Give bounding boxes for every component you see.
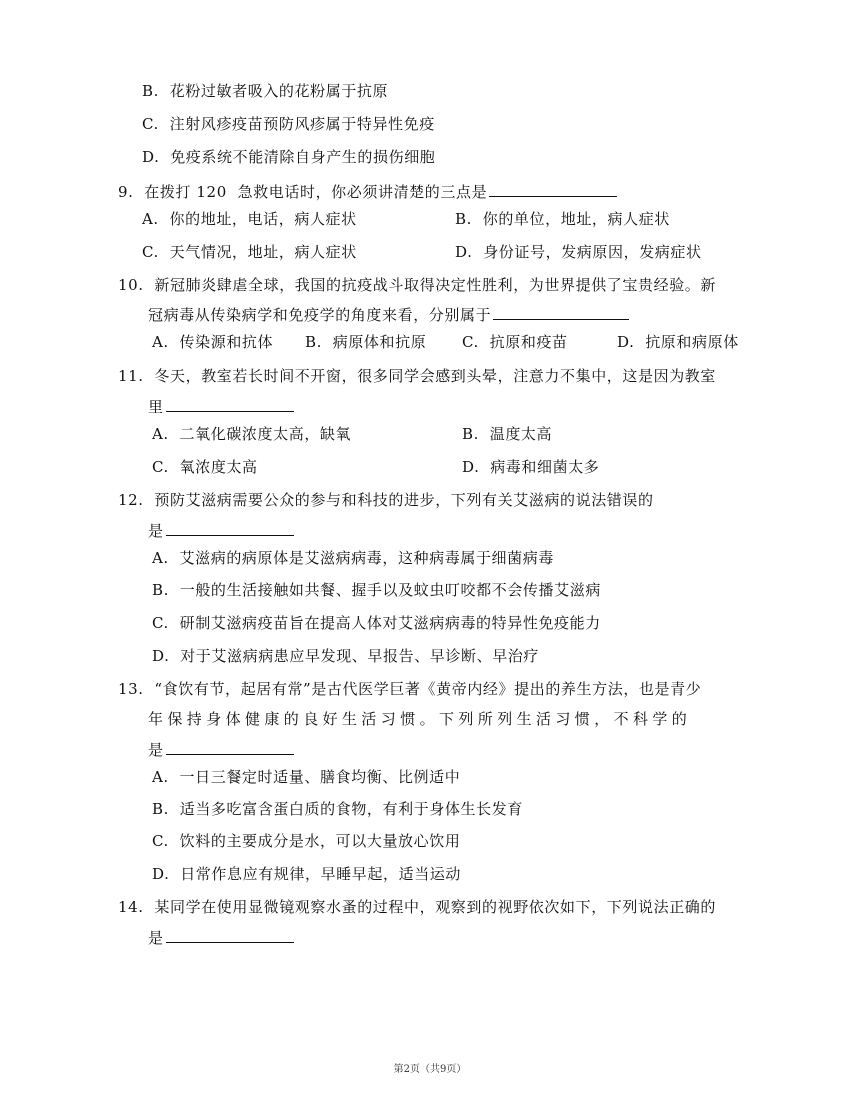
question-11-option-d: D. 病毒和细菌太多 bbox=[462, 458, 600, 476]
page-footer: 第2页（共9页） bbox=[393, 1064, 467, 1075]
prev-option-c: C. 注射风疹疫苗预防风疹属于特异性免疫 bbox=[142, 115, 435, 133]
question-13-stem-line2: 年保持身体健康的良好生活习惯。下列所列生活习惯，不科学的 bbox=[148, 710, 692, 728]
answer-blank bbox=[166, 519, 294, 536]
answer-blank bbox=[166, 926, 294, 943]
answer-blank bbox=[489, 180, 617, 197]
question-11-option-b: B. 温度太高 bbox=[462, 425, 553, 443]
question-12-option-b: B. 一般的生活接触如共餐、握手以及蚊虫叮咬都不会传播艾滋病 bbox=[152, 581, 601, 599]
question-10-option-a: A. 传染源和抗体 bbox=[152, 333, 274, 351]
question-10-text: 冠病毒从传染病学和免疫学的角度来看，分别属于 bbox=[148, 306, 492, 324]
question-11-option-a: A. 二氧化碳浓度太高，缺氧 bbox=[152, 425, 352, 443]
question-13-text: 是 bbox=[148, 741, 164, 759]
question-9-option-a: A. 你的地址，电话，病人症状 bbox=[142, 210, 357, 228]
question-11-text: 里 bbox=[148, 398, 164, 416]
question-13-option-c: C. 饮料的主要成分是水，可以大量放心饮用 bbox=[152, 832, 461, 850]
question-12-stem-line1: 12. 预防艾滋病需要公众的参与和科技的进步，下列有关艾滋病的说法错误的 bbox=[118, 491, 654, 509]
question-14-stem-line1: 14. 某同学在使用显微镜观察水蚤的过程中，观察到的视野依次如下，下列说法正确的 bbox=[118, 898, 716, 916]
prev-option-d: D. 免疫系统不能清除自身产生的损伤细胞 bbox=[142, 148, 436, 166]
question-12-text: 是 bbox=[148, 522, 164, 540]
question-11-stem-line1: 11. 冬天，教室若长时间不开窗，很多同学会感到头晕，注意力不集中，这是因为教室 bbox=[118, 367, 716, 385]
question-10-stem-line2 bbox=[148, 303, 629, 325]
prev-option-b: B. 花粉过敏者吸入的花粉属于抗原 bbox=[142, 82, 389, 100]
question-9-option-d: D. 身份证号，发病原因，发病症状 bbox=[455, 243, 702, 261]
question-9-text: 9. 在拨打 120 急救电话时，你必须讲清楚的三点是 bbox=[118, 183, 488, 201]
question-12-option-a: A. 艾滋病的病原体是艾滋病病毒，这种病毒属于细菌病毒 bbox=[152, 549, 554, 567]
question-9-option-b: B. 你的单位，地址，病人症状 bbox=[455, 210, 670, 228]
question-12-option-d: D. 对于艾滋病病患应早发现、早报告、早诊断、早治疗 bbox=[152, 647, 539, 665]
question-13-option-b: B. 适当多吃富含蛋白质的食物，有利于身体生长发育 bbox=[152, 800, 523, 818]
question-11-stem-line2 bbox=[148, 395, 294, 417]
question-12-option-c: C. 研制艾滋病疫苗旨在提高人体对艾滋病病毒的特异性免疫能力 bbox=[152, 614, 601, 632]
question-9-option-c: C. 天气情况，地址，病人症状 bbox=[142, 243, 357, 261]
answer-blank bbox=[493, 303, 629, 320]
question-13-option-a: A. 一日三餐定时适量、膳食均衡、比例适中 bbox=[152, 768, 461, 786]
question-14-text: 是 bbox=[148, 929, 164, 947]
answer-blank bbox=[166, 395, 294, 412]
question-10-option-c: C. 抗原和疫苗 bbox=[462, 333, 568, 351]
question-10-stem-line1: 10. 新冠肺炎肆虐全球，我国的抗疫战斗取得决定性胜利，为世界提供了宝贵经验。新 bbox=[118, 276, 716, 294]
question-11-option-c: C. 氧浓度太高 bbox=[152, 458, 258, 476]
question-12-stem-line2 bbox=[148, 519, 294, 541]
question-14-stem-line2 bbox=[148, 926, 294, 948]
answer-blank bbox=[166, 738, 294, 755]
question-13-stem-line3 bbox=[148, 738, 294, 760]
question-10-option-b: B. 病原体和抗原 bbox=[305, 333, 427, 351]
question-13-stem-line1: 13. “食饮有节，起居有常”是古代医学巨著《黄帝内经》提出的养生方法，也是青少 bbox=[118, 680, 702, 698]
question-10-option-d: D. 抗原和病原体 bbox=[617, 333, 739, 351]
question-9-stem bbox=[118, 180, 617, 202]
question-13-option-d: D. 日常作息应有规律，早睡早起，适当运动 bbox=[152, 865, 461, 883]
